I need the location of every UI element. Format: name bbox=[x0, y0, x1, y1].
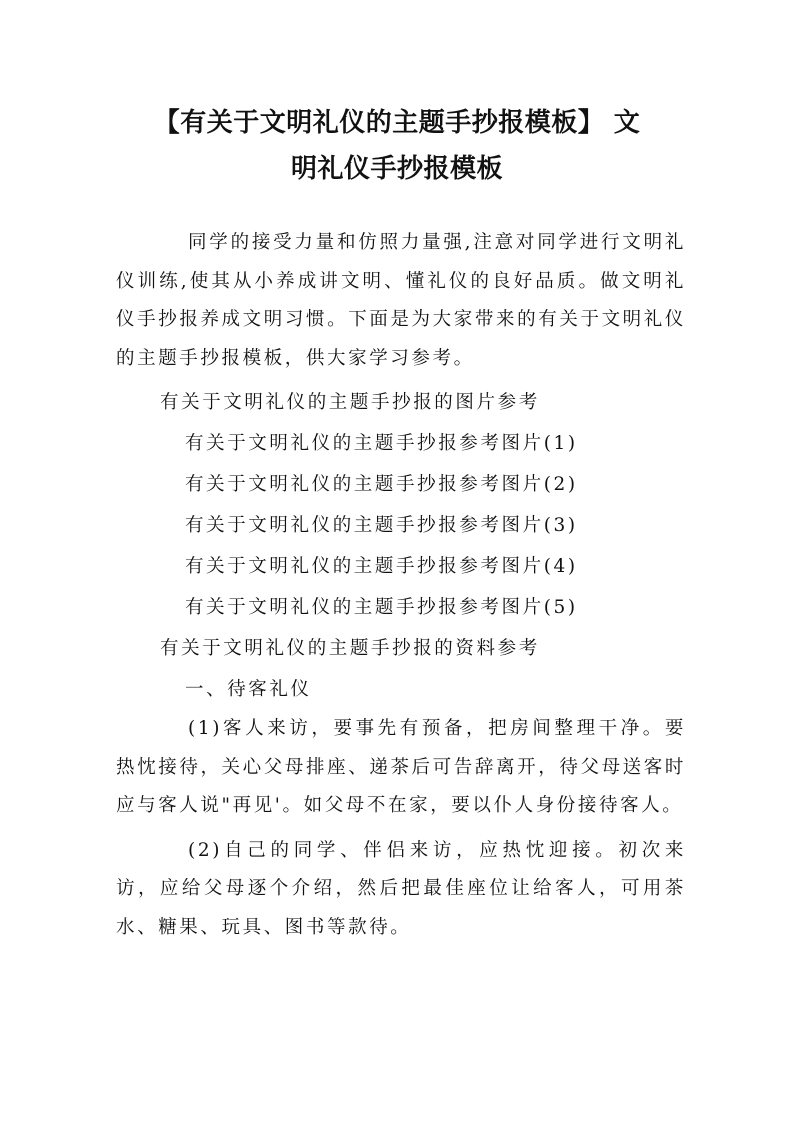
hosting-paragraph-1: (1)客人来访，要事先有预备，把房间整理干净。要热忱接待，关心父母排座、递茶后可告辞离开，待父母送客时应与客人说"再见'。如父母不在家，要以仆人身份接待客人。 bbox=[116, 718, 686, 816]
document-title-line-1: 【有关于文明礼仪的主题手抄报模板】 文 bbox=[153, 108, 641, 138]
materials-section-heading: 有关于文明礼仪的主题手抄报的资料参考 bbox=[160, 638, 540, 659]
document-title bbox=[116, 100, 678, 192]
image-reference-item-5: 有关于文明礼仪的主题手抄报参考图片(5) bbox=[185, 597, 578, 618]
image-reference-item-4: 有关于文明礼仪的主题手抄报参考图片(4) bbox=[185, 556, 578, 577]
images-section-heading: 有关于文明礼仪的主题手抄报的图片参考 bbox=[160, 392, 540, 413]
image-reference-item-1: 有关于文明礼仪的主题手抄报参考图片(1) bbox=[185, 433, 578, 454]
image-reference-item-2: 有关于文明礼仪的主题手抄报参考图片(2) bbox=[185, 474, 578, 495]
hosting-etiquette-subheading: 一、待客礼仪 bbox=[185, 679, 312, 700]
image-reference-item-3: 有关于文明礼仪的主题手抄报参考图片(3) bbox=[185, 515, 578, 536]
hosting-paragraph-2: (2)自己的同学、伴侣来访，应热忱迎接。初次来访，应给父母逐个介绍，然后把最佳座位让给客人，可用茶水、糖果、玩具、图书等款待。 bbox=[116, 839, 686, 938]
document-title-line-2: 明礼仪手抄报模板 bbox=[290, 154, 503, 184]
document-body bbox=[116, 224, 686, 947]
intro-paragraph: 同学的接受力量和仿照力量强,注意对同学进行文明礼仪训练,使其从小养成讲文明、懂礼仪的良好品质。做文明礼仪手抄报养成文明习惯。下面是为大家带来的有关于文明礼仪的主题手抄报模板，供大家学习参考。 bbox=[116, 232, 686, 369]
